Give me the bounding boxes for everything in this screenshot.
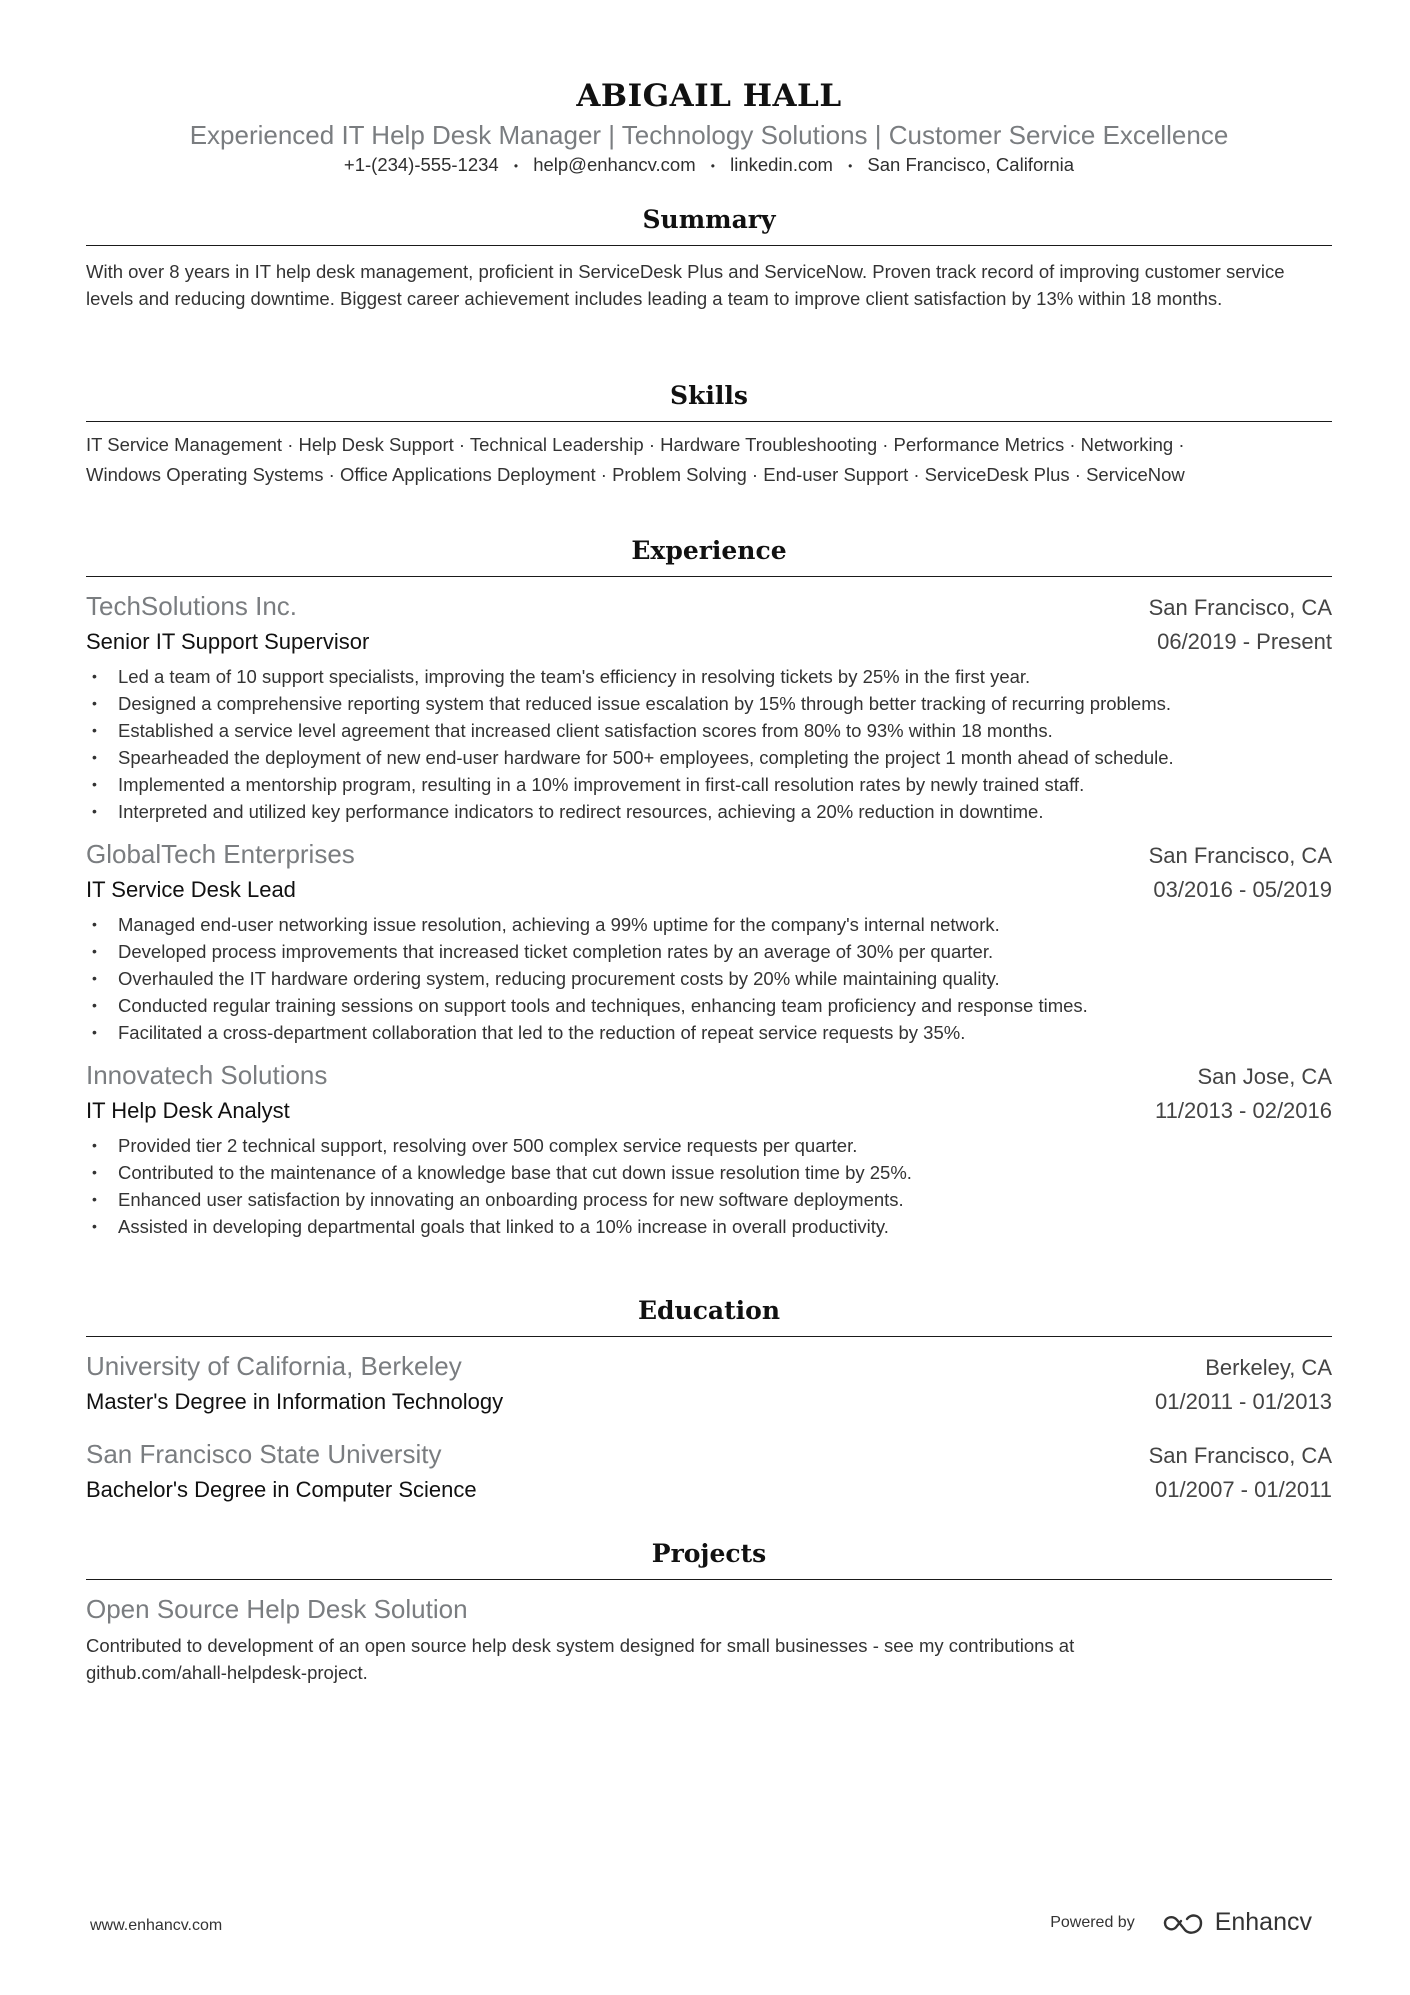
bullet-icon: • [92, 943, 97, 959]
bullet-icon: • [92, 1024, 97, 1040]
bullet-icon: • [92, 916, 97, 932]
footer-website: www.enhancv.com [90, 1917, 223, 1934]
project-name: Open Source Help Desk Solution [86, 1594, 468, 1624]
skills-list [86, 430, 1332, 490]
school-name: San Francisco State University [86, 1439, 442, 1469]
job-company: Innovatech Solutions [86, 1060, 328, 1090]
bullet-icon: • [92, 1191, 97, 1207]
bullet-text: Managed end-user networking issue resolution, achieving a 99% uptime for the company's internal network. [118, 914, 1000, 935]
bullet-item [86, 798, 1332, 825]
bullet-text: Implemented a mentorship program, resulting in a 10% improvement in first-call resolution rates by newly trained staff. [118, 774, 1085, 795]
bullet-item [86, 663, 1332, 690]
bullet-item [86, 690, 1332, 717]
skills-section [86, 379, 1332, 490]
bullet-item [86, 1186, 1332, 1213]
job-company: GlobalTech Enterprises [86, 839, 355, 869]
bullet-icon: • [92, 695, 97, 711]
bullet-item [86, 911, 1332, 938]
bullet-icon: • [92, 776, 97, 792]
education-dates: 01/2007 - 01/2011 [1155, 1477, 1332, 1502]
job-role: IT Service Desk Lead [86, 877, 296, 902]
education-section [86, 1294, 1332, 1507]
bullet-item [86, 1132, 1332, 1159]
contact-separator: • [710, 159, 715, 174]
contact-separator: • [848, 159, 853, 174]
job-location: San Francisco, CA [1148, 595, 1332, 620]
brand-name: Enhancv [1214, 1908, 1312, 1936]
education-entry [86, 1349, 1332, 1419]
bullet-icon: • [92, 803, 97, 819]
enhancv-logo-icon [1161, 1911, 1207, 1935]
projects-heading: Projects [86, 1537, 1332, 1580]
education-entry [86, 1437, 1332, 1507]
bullet-item [86, 1019, 1332, 1046]
bullet-icon: • [92, 997, 97, 1013]
powered-by-label: Powered by [1050, 1913, 1135, 1931]
experience-heading: Experience [86, 534, 1332, 577]
contact-line [86, 152, 1332, 179]
bullet-text: Conducted regular training sessions on support tools and techniques, enhancing team proficiency and response times. [118, 995, 1088, 1016]
summary-heading: Summary [86, 203, 1332, 246]
contact-linkedin: linkedin.com [730, 154, 833, 175]
projects-section [86, 1537, 1332, 1686]
bullet-icon: • [92, 1164, 97, 1180]
project-description-line: Contributed to development of an open source help desk system designed for small businesses - see my contributions at [86, 1635, 1075, 1656]
bullet-text: Interpreted and utilized key performance indicators to redirect resources, achieving a 20% reduction in downtime. [118, 801, 1044, 822]
bullet-text: Contributed to the maintenance of a knowledge base that cut down issue resolution time by 25%. [118, 1162, 912, 1183]
bullet-text: Enhanced user satisfaction by innovating an onboarding process for new software deployments. [118, 1189, 904, 1210]
bullet-text: Led a team of 10 support specialists, improving the team's efficiency in resolving tickets by 25% in the first year. [118, 666, 1031, 687]
bullet-text: Assisted in developing departmental goals that linked to a 10% increase in overall productivity. [118, 1216, 889, 1237]
job-location: San Francisco, CA [1148, 843, 1332, 868]
job-bullets [86, 1132, 1332, 1240]
job-role: IT Help Desk Analyst [86, 1098, 290, 1123]
bullet-item [86, 717, 1332, 744]
bullet-item [86, 744, 1332, 771]
bullet-item [86, 1213, 1332, 1240]
bullet-item [86, 992, 1332, 1019]
job-bullets [86, 911, 1332, 1046]
candidate-headline: Experienced IT Help Desk Manager | Technology Solutions | Customer Service Excellence [189, 120, 1229, 150]
degree-name: Master's Degree in Information Technology [86, 1389, 504, 1414]
project-description-line: github.com/ahall-helpdesk-project. [86, 1662, 368, 1683]
project-entry [86, 1592, 1332, 1686]
bullet-text: Facilitated a cross-department collaboration that led to the reduction of repeat service requests by 35%. [118, 1022, 966, 1043]
footer-branding [1050, 1908, 1312, 1937]
bullet-icon: • [92, 668, 97, 684]
bullet-item [86, 1159, 1332, 1186]
bullet-text: Designed a comprehensive reporting system that reduced issue escalation by 15% through better tracking of recurring problems. [118, 693, 1172, 714]
brand-logo [1161, 1908, 1312, 1937]
bullet-icon: • [92, 749, 97, 765]
contact-phone: +1-(234)-555-1234 [343, 154, 499, 175]
job-dates: 06/2019 - Present [1157, 629, 1332, 654]
bullet-item [86, 771, 1332, 798]
bullet-icon: • [92, 1218, 97, 1234]
bullet-text: Developed process improvements that increased ticket completion rates by an average of 30% per quarter. [118, 941, 994, 962]
bullet-text: Spearheaded the deployment of new end-user hardware for 500+ employees, completing the project 1 month ahead of schedule. [118, 747, 1174, 768]
skills-heading: Skills [86, 379, 1332, 422]
job-bullets [86, 663, 1332, 825]
job-entry [86, 1058, 1332, 1240]
school-location: Berkeley, CA [1205, 1355, 1332, 1380]
contact-email: help@enhancv.com [533, 154, 696, 175]
job-role: Senior IT Support Supervisor [86, 629, 370, 654]
job-entry [86, 837, 1332, 1046]
bullet-text: Provided tier 2 technical support, resolving over 500 complex service requests per quarter. [118, 1135, 858, 1156]
bullet-icon: • [92, 722, 97, 738]
job-dates: 03/2016 - 05/2019 [1153, 877, 1332, 902]
job-entry [86, 589, 1332, 825]
contact-location: San Francisco, California [867, 154, 1075, 175]
school-name: University of California, Berkeley [86, 1351, 462, 1381]
resume-header [86, 0, 1332, 179]
bullet-item [86, 938, 1332, 965]
bullet-text: Established a service level agreement that increased client satisfaction scores from 80% to 93% within 18 months. [118, 720, 1053, 741]
skills-line: Windows Operating Systems · Office Applications Deployment · Problem Solving · End-user Support · ServiceDesk Plus · ServiceNow [86, 464, 1185, 485]
job-dates: 11/2013 - 02/2016 [1155, 1098, 1332, 1123]
contact-separator: • [513, 159, 519, 174]
bullet-item [86, 965, 1332, 992]
degree-name: Bachelor's Degree in Computer Science [86, 1477, 477, 1502]
project-description [86, 1632, 1332, 1686]
school-location: San Francisco, CA [1148, 1443, 1332, 1468]
bullet-icon: • [92, 970, 97, 986]
job-location: San Jose, CA [1197, 1064, 1332, 1089]
summary-text: With over 8 years in IT help desk management, proficient in ServiceDesk Plus and ServiceNow. Proven track record of improving customer service levels and reducing downtime. Biggest career achievement includes leading a team to improve client satisfaction by 13% within 18 months. [86, 261, 1285, 309]
skills-line: IT Service Management · Help Desk Support · Technical Leadership · Hardware Troubleshooting · Performance Metrics · Networking · [86, 434, 1185, 455]
summary-section [86, 203, 1332, 312]
bullet-icon: • [92, 1137, 97, 1153]
job-company: TechSolutions Inc. [86, 591, 298, 621]
education-dates: 01/2011 - 01/2013 [1155, 1389, 1332, 1414]
experience-section [86, 534, 1332, 1240]
resume-page [86, 0, 1332, 1683]
education-heading: Education [86, 1294, 1332, 1337]
bullet-text: Overhauled the IT hardware ordering system, reducing procurement costs by 20% while maintaining quality. [118, 968, 1000, 989]
candidate-name: ABIGAIL HALL [576, 78, 842, 114]
